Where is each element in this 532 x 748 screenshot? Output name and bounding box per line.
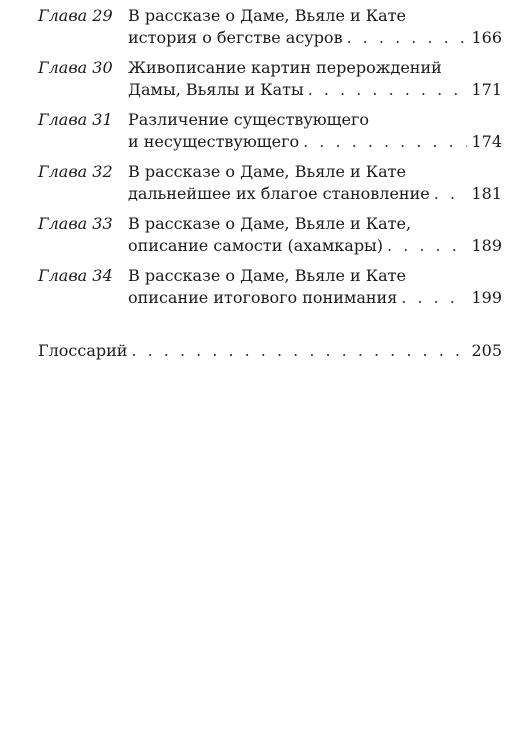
chapter-label: Глава 29: [38, 6, 113, 25]
page-number: 166: [471, 28, 502, 47]
chapter-title-line: В рассказе о Даме, Вьяле и Кате,: [128, 214, 412, 233]
chapter-title-line: Живописание картин перерождений: [128, 58, 442, 77]
chapter-title-line: и несуществующего: [128, 132, 300, 151]
dot-leader: [434, 183, 468, 205]
toc-entry: [38, 260, 502, 312]
chapter-title: [128, 5, 502, 49]
chapter-label: Глава 34: [38, 266, 113, 285]
chapter-title: [128, 213, 502, 257]
toc-entry: [38, 0, 502, 52]
toc-entry: [38, 104, 502, 156]
dot-leader: [131, 340, 467, 362]
chapter-title-line: Различение существующего: [128, 110, 370, 129]
chapter-label: Глава 32: [38, 162, 113, 181]
page-number: 174: [471, 132, 502, 151]
dot-leader: [308, 79, 468, 101]
chapter-title-line: описание итогового понимания: [128, 288, 398, 307]
chapter-title-line: описание самости (ахамкары): [128, 236, 384, 255]
chapter-title-line: В рассказе о Даме, Вьяле и Кате: [128, 266, 406, 285]
chapter-title-line: история о бегстве асуров: [128, 28, 343, 47]
chapter-label: Глава 30: [38, 58, 113, 77]
toc-entry: [38, 52, 502, 104]
chapter-title-line: В рассказе о Даме, Вьяле и Кате: [128, 162, 406, 181]
table-of-contents: [38, 0, 502, 312]
chapter-title-line: дальнейшее их благое становление: [128, 184, 430, 203]
chapter-title: [128, 265, 502, 309]
chapter-title-last-line: [128, 131, 502, 153]
chapter-label: Глава 33: [38, 214, 113, 233]
chapter-label: Глава 31: [38, 110, 113, 129]
page-number: 205: [471, 341, 502, 360]
chapter-title: [128, 161, 502, 205]
chapter-title-last-line: [128, 183, 502, 205]
dot-leader: [303, 131, 467, 153]
dot-leader: [401, 287, 467, 309]
page-number: 181: [471, 184, 502, 203]
chapter-title-last-line: [128, 287, 502, 309]
chapter-title: [128, 57, 502, 101]
dot-leader: [387, 235, 467, 257]
chapter-title-last-line: [128, 235, 502, 257]
toc-entry: [38, 156, 502, 208]
chapter-title-line: В рассказе о Даме, Вьяле и Кате: [128, 6, 406, 25]
toc-entry-glossary: [38, 340, 502, 362]
chapter-title-last-line: [128, 79, 502, 101]
chapter-title-line: Дамы, Вьялы и Каты: [128, 80, 304, 99]
page-number: 189: [471, 236, 502, 255]
glossary-label: Глоссарий: [38, 341, 128, 360]
chapter-title-last-line: [128, 27, 502, 49]
page-number: 199: [471, 288, 502, 307]
toc-entry: [38, 208, 502, 260]
dot-leader: [347, 27, 468, 49]
chapter-title: [128, 109, 502, 153]
page-number: 171: [471, 80, 502, 99]
